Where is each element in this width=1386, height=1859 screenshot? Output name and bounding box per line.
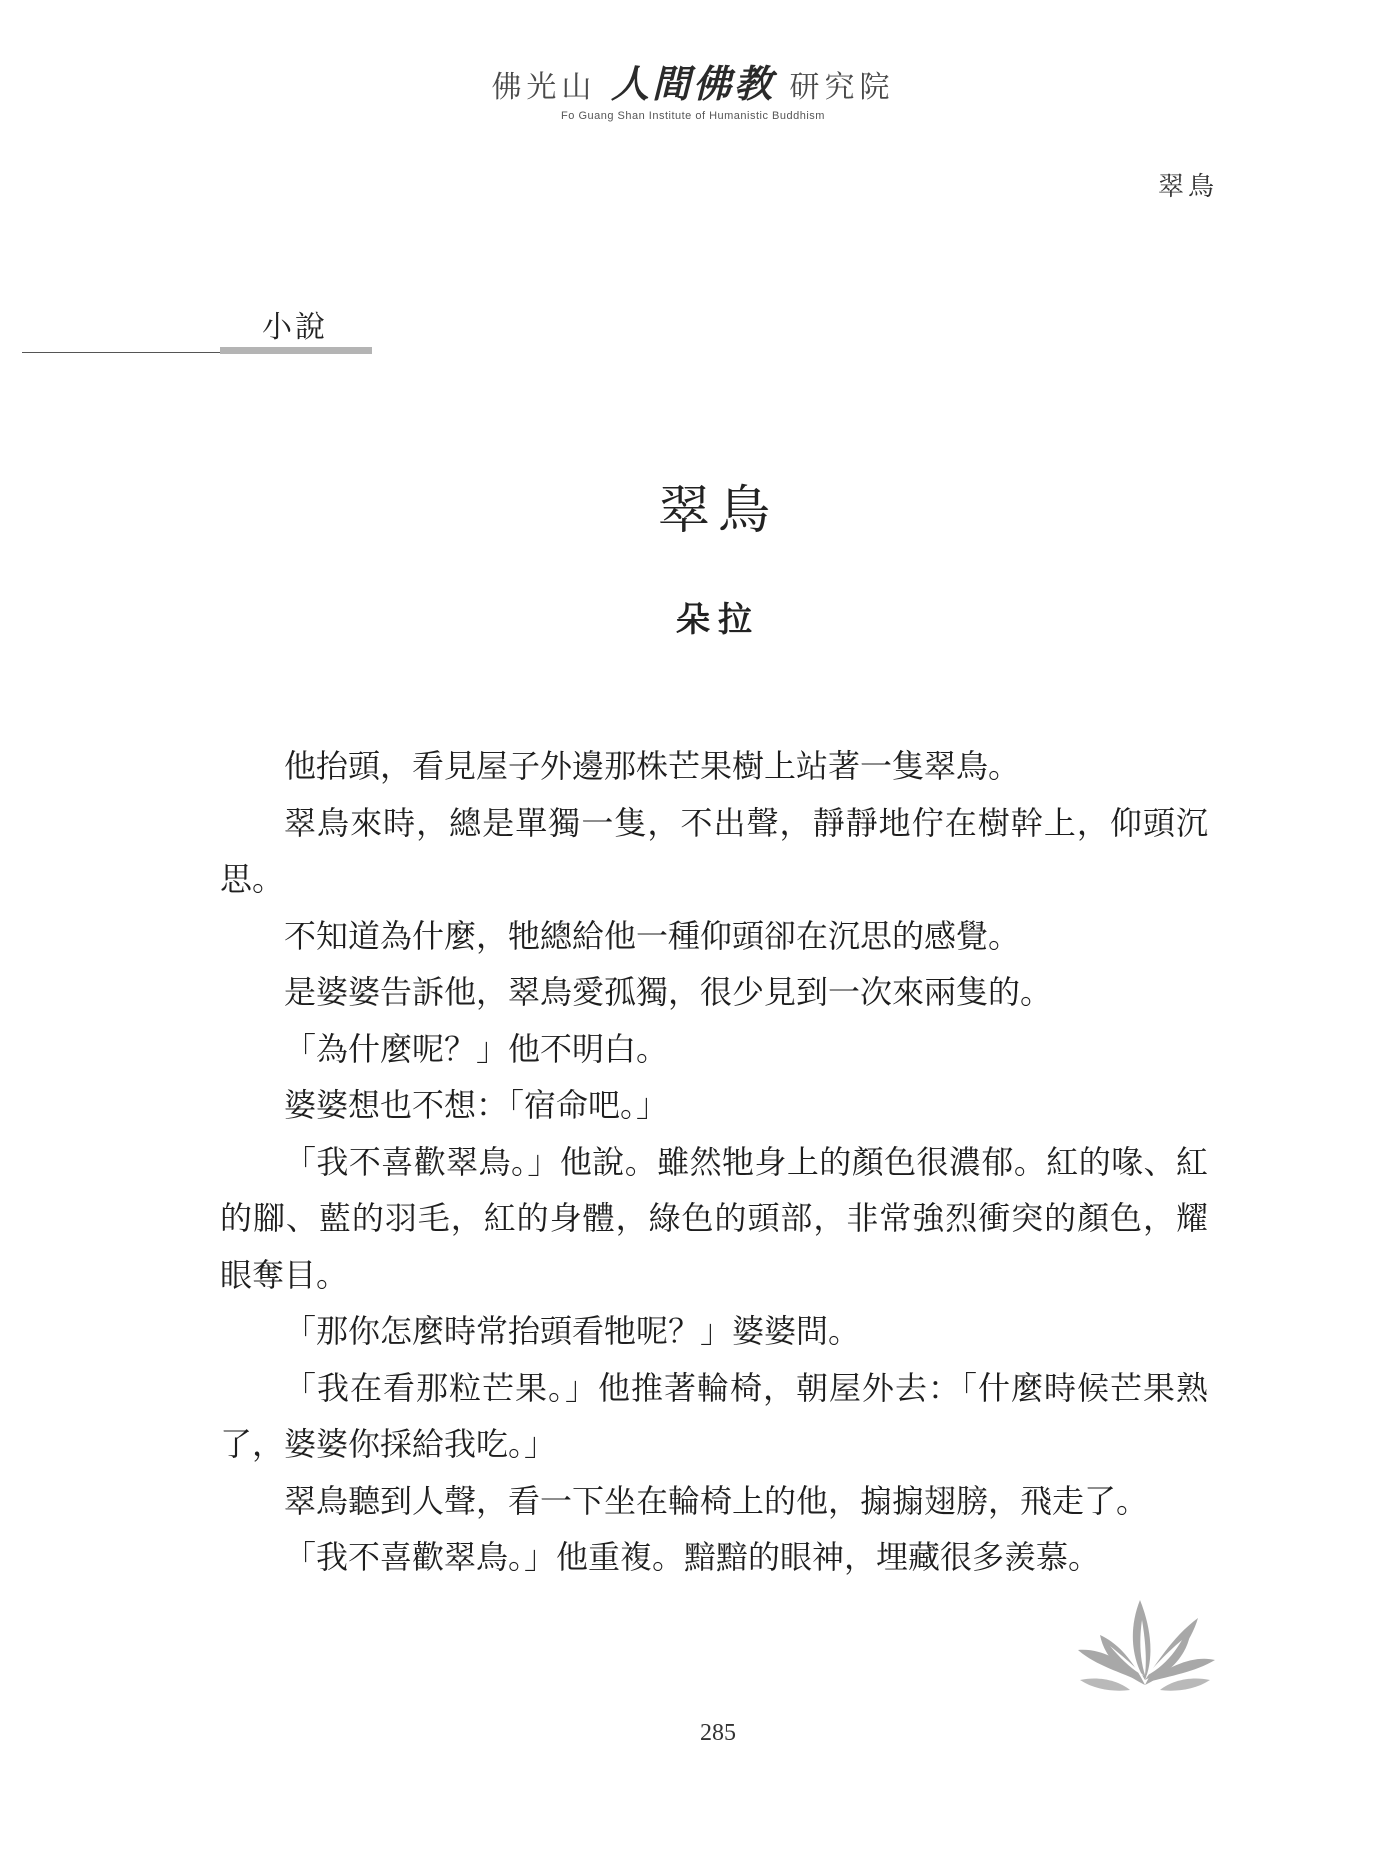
- paragraph: 是婆婆告訴他，翠鳥愛孤獨，很少見到一次來兩隻的。: [284, 973, 1053, 1011]
- institute-name-calligraphy: 人間佛教: [610, 61, 775, 106]
- paragraph: 翠鳥來時，總是單獨一隻，不出聲，靜靜地佇在樹幹上，仰頭沉思。: [220, 803, 1208, 898]
- paragraph: 他抬頭，看見屋子外邊那株芒果樹上站著一隻翠鳥。: [284, 747, 1021, 785]
- paragraph: 「為什麼呢？」他不明白。: [284, 1029, 669, 1068]
- page-number: 285: [700, 1720, 736, 1746]
- institute-name-prefix: 佛光山: [491, 70, 597, 105]
- article-body: [220, 738, 1208, 1586]
- paragraph: 翠鳥聽到人聲，看一下坐在輪椅上的他，搧搧翅膀，飛走了。: [284, 1481, 1149, 1520]
- paragraph: 「我在看那粒芒果。」他推著輪椅，朝屋外去：「什麼時候芒果熟了，婆婆你採給我吃。」: [220, 1368, 1208, 1463]
- lotus-icon: [1070, 1580, 1220, 1700]
- institute-name: [0, 61, 1386, 108]
- paragraph: 「我不喜歡翠鳥。」他說。雖然牠身上的顏色很濃郁。紅的喙、紅的腳、藍的羽毛，紅的身體，綠色的頭部，非常強烈衝突的顏色，耀眼奪目。: [220, 1142, 1208, 1294]
- article-author: 朵拉: [676, 600, 760, 640]
- institute-english-name: Fo Guang Shan Institute of Humanistic Buddhism: [561, 110, 825, 122]
- institute-banner: [0, 61, 1386, 122]
- section-rule-accent: [220, 347, 372, 354]
- running-head: 翠鳥: [1157, 172, 1218, 202]
- paragraph: 「那你怎麼時常抬頭看牠呢？」婆婆問。: [284, 1312, 861, 1350]
- article-title: 翠鳥: [657, 481, 778, 541]
- institute-name-suffix: 研究院: [789, 70, 895, 105]
- paragraph: 婆婆想也不想：「宿命吧。」: [284, 1086, 669, 1124]
- paragraph: 不知道為什麼，牠總給他一種仰頭卻在沉思的感覺。: [284, 916, 1021, 955]
- paragraph: 「我不喜歡翠鳥。」他重複。黯黯的眼神，埋藏很多羨慕。: [284, 1538, 1101, 1576]
- section-label: 小說: [262, 310, 328, 345]
